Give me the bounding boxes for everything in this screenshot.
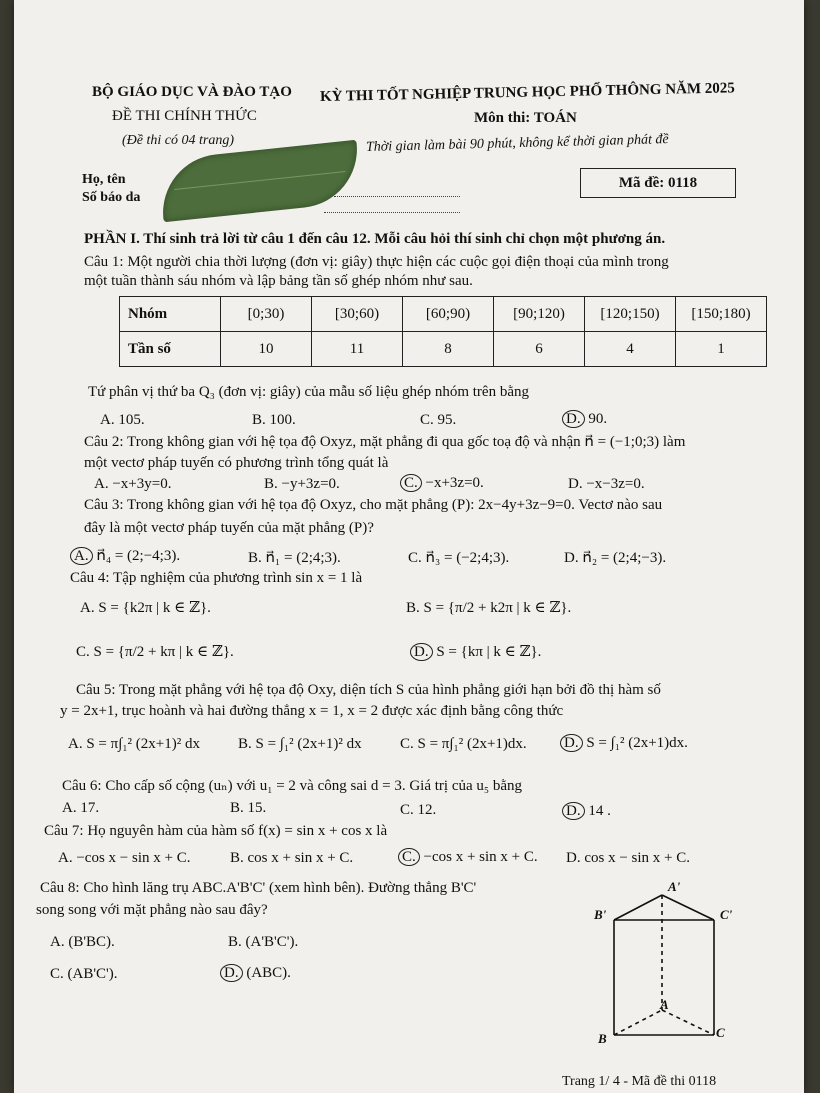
q2-line2: một vectơ pháp tuyến có phương trình tổng quát là	[84, 455, 389, 471]
q1-line1: Câu 1: Một người chia thời lượng (đơn vị: giây) thực hiện các cuộc gọi điện thoại của mình trong	[84, 254, 669, 270]
q5-line1: Câu 5: Trong mặt phẳng với hệ tọa độ Oxy, diện tích S của hình phẳng giới hạn bởi đồ thị hàm số	[76, 682, 661, 698]
table-row-groups	[120, 297, 767, 332]
q2-option-c[interactable]	[400, 474, 484, 492]
q1-option-c[interactable]: C. 95.	[420, 412, 457, 428]
q6-option-d[interactable]	[562, 802, 611, 820]
option-text: −x+3z=0.	[425, 475, 484, 491]
sbd-label: Số báo da	[82, 190, 141, 205]
q3-option-c[interactable]: C. n⃗₃ = (−2;4;3).	[408, 550, 510, 566]
prism-figure	[574, 875, 754, 1050]
q7-option-b[interactable]: B. cos x + sin x + C.	[230, 850, 354, 866]
name-dotted-line	[334, 196, 460, 197]
option-text: S = ∫₁² (2x+1)dx.	[586, 735, 688, 751]
q6-option-c[interactable]: C. 12.	[400, 802, 437, 818]
q8-option-a[interactable]: A. (B'BC).	[50, 934, 115, 950]
q5-option-a[interactable]: A. S = π∫₁² (2x+1)² dx	[68, 736, 200, 752]
q8-option-b[interactable]: B. (A'B'C').	[228, 934, 299, 950]
table-cell: 8	[403, 332, 494, 367]
table-cell: [0;30)	[221, 297, 312, 332]
prism-hidden-edge	[614, 1010, 662, 1035]
q7-option-a[interactable]: A. −cos x − sin x + C.	[58, 850, 191, 866]
q3-line1: Câu 3: Trong không gian với hệ tọa độ Oxyz, cho mặt phẳng (P): 2x−4y+3z−9=0. Vectơ nào sau	[84, 497, 663, 513]
q1-line2: một tuần thành sáu nhóm và lập bảng tần số ghép nhóm như sau.	[84, 273, 473, 289]
answer-mark: D.	[562, 802, 585, 820]
vertex-label: A'	[668, 879, 681, 894]
q6-option-a[interactable]: A. 17.	[62, 800, 100, 816]
vertex-label: C'	[720, 907, 733, 922]
prism-edge	[662, 895, 714, 920]
prism-hidden-edge	[662, 1010, 714, 1035]
table-cell: [60;90)	[403, 297, 494, 332]
q3-option-d[interactable]: D. n⃗₂ = (2;4;−3).	[564, 550, 667, 566]
q7-line1: Câu 7: Họ nguyên hàm của hàm số f(x) = sin x + cos x là	[44, 823, 388, 839]
vertex-label: B	[598, 1031, 607, 1046]
official-label: ĐỀ THI CHÍNH THỨC	[112, 108, 257, 124]
option-text: 14 .	[588, 803, 611, 819]
q2-option-a[interactable]: A. −x+3y=0.	[94, 476, 172, 492]
q4-option-b[interactable]: B. S = {π/2 + k2π | k ∈ ℤ}.	[406, 600, 572, 616]
q8-option-d[interactable]	[220, 964, 291, 982]
vertex-label: C	[716, 1025, 725, 1040]
table-row-frequency	[120, 332, 767, 367]
exam-title: KỲ THI TỐT NGHIỆP TRUNG HỌC PHỔ THÔNG NĂM 2025	[319, 80, 736, 105]
option-text: 90.	[588, 411, 608, 427]
leaf-covering-name	[157, 140, 362, 223]
page-count: (Đề thi có 04 trang)	[122, 133, 234, 148]
time-limit: Thời gian làm bài 90 phút, không kể thời gian phát đề	[365, 132, 669, 155]
table-cell: Nhóm	[120, 297, 221, 332]
exam-code-box: Mã đề: 0118	[580, 168, 736, 198]
q6-option-b[interactable]: B. 15.	[230, 800, 267, 816]
answer-mark: D.	[220, 964, 243, 982]
table-cell: 11	[312, 332, 403, 367]
q4-option-d[interactable]	[410, 642, 541, 661]
table-cell: [90;120)	[494, 297, 585, 332]
subject-label: Môn thi: TOÁN	[474, 110, 577, 126]
q4-option-a[interactable]: A. S = {k2π | k ∈ ℤ}.	[80, 600, 211, 616]
prism-edge	[614, 895, 662, 920]
q8-option-c[interactable]: C. (AB'C').	[50, 966, 118, 982]
option-text: n⃗₄ = (2;−4;3).	[96, 548, 181, 564]
answer-mark: D.	[410, 643, 433, 661]
q7-option-d[interactable]: D. cos x − sin x + C.	[566, 850, 691, 866]
table-cell: 1	[676, 332, 767, 367]
table-cell: [30;60)	[312, 297, 403, 332]
q4-line1: Câu 4: Tập nghiệm của phương trình sin x = 1 là	[70, 570, 363, 586]
vertex-label: B'	[594, 907, 607, 922]
answer-mark: D.	[562, 410, 585, 428]
q5-line2: y = 2x+1, trục hoành và hai đường thẳng x = 1, x = 2 được xác định bằng công thức	[60, 703, 564, 719]
q4-option-c[interactable]: C. S = {π/2 + kπ | k ∈ ℤ}.	[76, 644, 234, 660]
q3-line2: đây là một vectơ pháp tuyến của mặt phẳng (P)?	[84, 520, 374, 536]
q8-line1: Câu 8: Cho hình lăng trụ ABC.A'B'C' (xem hình bên). Đường thẳng B'C'	[40, 880, 477, 896]
option-text: S = {kπ | k ∈ ℤ}.	[436, 644, 542, 660]
q8-line2: song song với mặt phẳng nào sau đây?	[36, 902, 268, 918]
option-text: −cos x + sin x + C.	[423, 849, 538, 865]
q5-option-d[interactable]	[560, 734, 688, 752]
ministry-name: BỘ GIÁO DỤC VÀ ĐÀO TẠO	[92, 84, 292, 100]
table-cell: Tần số	[120, 332, 221, 367]
page-footer: Trang 1/ 4 - Mã đề thi 0118	[562, 1074, 717, 1089]
sbd-dotted-line	[324, 212, 460, 213]
q1-option-d[interactable]	[562, 410, 607, 428]
q3-option-b[interactable]: B. n⃗₁ = (2;4;3).	[248, 550, 341, 566]
table-cell: [120;150)	[585, 297, 676, 332]
frequency-table	[119, 296, 767, 367]
vertex-label: A	[660, 997, 669, 1012]
answer-mark: D.	[560, 734, 583, 752]
table-cell: [150;180)	[676, 297, 767, 332]
table-cell: 10	[221, 332, 312, 367]
exam-paper	[14, 0, 804, 1093]
q2-option-b[interactable]: B. −y+3z=0.	[264, 476, 340, 492]
q1-option-b[interactable]: B. 100.	[252, 412, 296, 428]
q2-option-d[interactable]: D. −x−3z=0.	[568, 476, 645, 492]
name-label: Họ, tên	[82, 172, 126, 187]
q1-option-a[interactable]: A. 105.	[100, 412, 145, 428]
table-cell: 6	[494, 332, 585, 367]
table-cell: 4	[585, 332, 676, 367]
answer-mark: C.	[400, 474, 422, 492]
q5-option-b[interactable]: B. S = ∫₁² (2x+1)² dx	[238, 736, 362, 752]
q5-option-c[interactable]: C. S = π∫₁² (2x+1)dx.	[400, 736, 527, 752]
q6-line1: Câu 6: Cho cấp số cộng (uₙ) với u₁ = 2 và công sai d = 3. Giá trị của u₅ bằng	[62, 778, 523, 794]
q2-line1: Câu 2: Trong không gian với hệ tọa độ Oxyz, mặt phẳng đi qua gốc toạ độ và nhận n⃗ = (−1;0;3) làm	[84, 434, 686, 450]
q7-option-c[interactable]	[398, 848, 538, 866]
answer-mark: C.	[398, 848, 420, 866]
q1-stem: Tứ phân vị thứ ba Q₃ (đơn vị: giây) của mẫu số liệu ghép nhóm trên bằng	[88, 384, 529, 400]
q3-option-a[interactable]	[70, 546, 180, 565]
answer-mark: A.	[70, 547, 93, 565]
part1-instruction: PHẦN I. Thí sinh trả lời từ câu 1 đến câu 12. Mỗi câu hỏi thí sinh chỉ chọn một phương án.	[84, 231, 666, 247]
option-text: (ABC).	[246, 965, 291, 981]
